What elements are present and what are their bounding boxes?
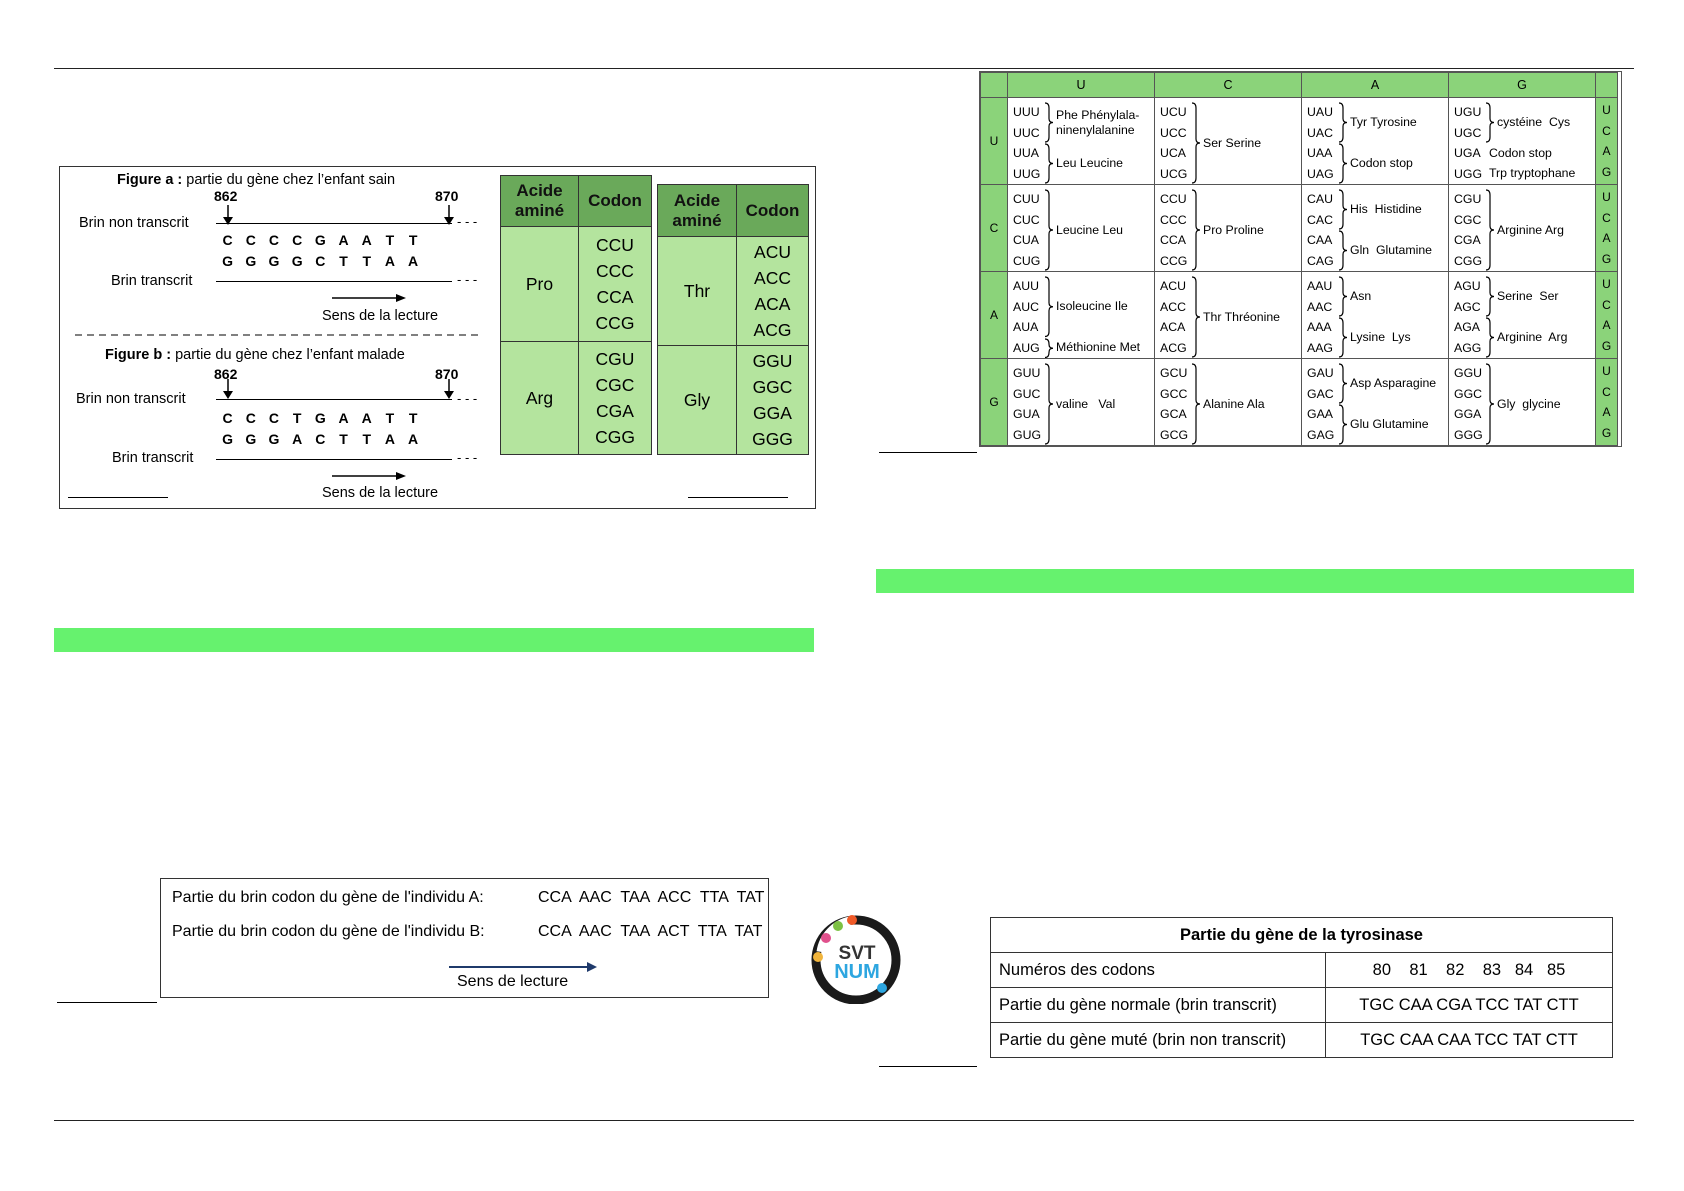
- codon-cell: [1008, 185, 1155, 272]
- top-rule: [54, 68, 1634, 69]
- nucleotide: A: [361, 232, 372, 248]
- codon: GAG: [1307, 427, 1335, 442]
- codon-cell: [1449, 359, 1596, 446]
- amino-acid-name: Pro Proline: [1203, 222, 1264, 237]
- codon: UAC: [1307, 125, 1333, 140]
- codon: UGG: [1454, 166, 1483, 181]
- nucleotide: T: [362, 253, 371, 269]
- third-base: A: [1602, 405, 1611, 419]
- gene-figure-box: [59, 166, 816, 509]
- nucleotide: C: [292, 232, 303, 248]
- reading-direction: Sens de lecture: [457, 973, 569, 990]
- codon-cell: [1449, 98, 1596, 185]
- first-base-label: G: [981, 359, 1008, 446]
- aa-name: Gly: [658, 346, 737, 455]
- codon: CCC: [1160, 212, 1187, 227]
- group-brace: [1485, 363, 1495, 448]
- codon-cell: [1155, 98, 1302, 185]
- aa-name: Pro: [501, 227, 579, 342]
- tyrosinase-table: [990, 917, 1613, 1058]
- amino-acid-name: Serine Ser: [1497, 289, 1559, 303]
- strand-line: [216, 399, 452, 400]
- codon: GGC: [752, 377, 793, 397]
- amino-acid-name: Isoleucine Ile: [1056, 299, 1128, 314]
- svg-text:SVT: SVT: [838, 943, 876, 964]
- third-base: G: [1601, 338, 1612, 353]
- genetic-code-table: [979, 71, 1622, 447]
- codon: GAA: [1307, 407, 1333, 421]
- nucleotide: C: [315, 431, 326, 447]
- nucleotide: G: [245, 253, 257, 269]
- normal-gene-label: Partie du gène normale (brin transcrit): [991, 988, 1326, 1023]
- first-base-label: C: [981, 185, 1008, 272]
- third-base-labels: [1596, 272, 1618, 359]
- codon-cell: [1008, 272, 1155, 359]
- section-bar-left: [54, 628, 814, 652]
- codon: GGG: [752, 429, 793, 449]
- mutated-gene-value: TGC CAA CAA TCC TAT CTT: [1326, 1023, 1613, 1058]
- nucleotide: A: [338, 232, 349, 248]
- nucleotide: C: [268, 410, 280, 426]
- codon: CUG: [1013, 253, 1041, 268]
- codon: ACG: [1160, 340, 1187, 355]
- codon-list: [579, 342, 652, 455]
- codon: GGC: [1454, 386, 1483, 401]
- codon-cell: [1155, 272, 1302, 359]
- third-base: C: [1602, 210, 1611, 225]
- codon: UCG: [1160, 166, 1188, 181]
- codon: UAA: [1307, 146, 1333, 160]
- amino-acid-name: Trp tryptophane: [1489, 166, 1576, 181]
- codon: CAG: [1307, 253, 1334, 268]
- figure-a-title: Figure a : partie du gène chez l’enfant sain: [117, 172, 396, 188]
- codon: UCC: [1160, 125, 1187, 140]
- sequence-b-non-transcribed: [216, 410, 425, 426]
- second-base-header: A: [1302, 73, 1449, 98]
- nucleotide: C: [268, 232, 280, 248]
- codon: CAC: [1307, 212, 1333, 227]
- group-brace: [1044, 363, 1054, 448]
- codon: ACA: [754, 294, 791, 314]
- nucleotide: G: [245, 431, 257, 447]
- codon: UGA: [1454, 146, 1481, 160]
- codon: GGA: [1454, 407, 1482, 421]
- codon-cell: [1155, 185, 1302, 272]
- reading-arrow-head: [587, 962, 597, 972]
- amino-acid-name: valine Val: [1056, 396, 1116, 411]
- non-transcribed-label-a: Brin non transcrit: [79, 215, 189, 231]
- amino-acid-name: Tyr Tyrosine: [1350, 115, 1417, 129]
- codon: ACU: [754, 242, 791, 262]
- aa-col-header: Acide aminé: [658, 185, 737, 237]
- codon: UCU: [1160, 105, 1187, 119]
- amino-acid-name: Leucine Leu: [1056, 222, 1124, 237]
- first-base-label: U: [981, 98, 1008, 185]
- strand-continuation: - - -: [457, 214, 478, 229]
- amino-acid-name: Leu Leucine: [1056, 156, 1124, 170]
- codon-list: [579, 227, 652, 342]
- codon: AAU: [1307, 279, 1333, 293]
- caption-line: [68, 497, 168, 498]
- amino-acid-name: Arginine Arg: [1497, 222, 1564, 237]
- amino-acid-name: Arginine Arg: [1497, 330, 1568, 344]
- third-base: A: [1602, 318, 1611, 332]
- individual-b-codons: CCA AAC TAA ACT TTA TAT: [538, 923, 763, 940]
- amino-acid-name: Gly glycine: [1497, 396, 1561, 411]
- codon: UUC: [1013, 125, 1040, 140]
- caption-line: [879, 1066, 977, 1067]
- corner-cell: [981, 73, 1008, 98]
- strand-continuation: - - -: [457, 391, 478, 406]
- amino-acid-name: His Histidine: [1350, 202, 1422, 216]
- non-transcribed-label-b: Brin non transcrit: [76, 391, 186, 407]
- codon: ACC: [1160, 299, 1186, 314]
- nucleotide: C: [222, 232, 233, 248]
- sequence-b-transcribed: [216, 431, 425, 447]
- group-brace: [1191, 363, 1201, 448]
- nucleotide: A: [338, 410, 349, 426]
- amino-acid-name: Méthionine Met: [1056, 340, 1141, 355]
- codon: CAA: [1307, 233, 1333, 247]
- third-base: G: [1601, 164, 1612, 179]
- second-base-header: U: [1008, 73, 1155, 98]
- amino-acid-name: Ser Serine: [1203, 135, 1262, 150]
- codon: GCG: [1160, 427, 1189, 442]
- nucleotide: C: [222, 410, 233, 426]
- nucleotide: G: [314, 232, 326, 248]
- codon: UAU: [1307, 105, 1333, 119]
- third-base: C: [1602, 123, 1611, 138]
- caption-line: [688, 497, 788, 498]
- group-brace: [1338, 102, 1348, 146]
- codon-cell: [1302, 185, 1449, 272]
- codon-cell: [1449, 185, 1596, 272]
- codon: CCC: [596, 261, 634, 281]
- transcribed-label-b: Brin transcrit: [112, 450, 194, 466]
- codon: CGA: [1454, 233, 1481, 247]
- nucleotide: A: [384, 431, 395, 447]
- group-brace: [1044, 189, 1054, 274]
- reading-direction-a: Sens de la lecture: [322, 308, 439, 324]
- nucleotide: G: [268, 431, 280, 447]
- codon: CGG: [595, 427, 635, 447]
- second-base-header: C: [1155, 73, 1302, 98]
- codon-cell: [1155, 359, 1302, 446]
- codon: GGA: [753, 403, 792, 423]
- nucleotide: C: [245, 410, 256, 426]
- codon: AUC: [1013, 299, 1039, 314]
- third-base-labels: [1596, 359, 1618, 446]
- figure-b-title: Figure b : partie du gène chez l’enfant malade: [105, 347, 405, 363]
- second-base-header: G: [1449, 73, 1596, 98]
- sequence-a-non-transcribed: [216, 232, 425, 248]
- nucleotide: T: [292, 410, 302, 426]
- nucleotide: T: [408, 410, 418, 426]
- sequence-a-transcribed: [216, 253, 425, 269]
- amino-acid-table-1: [500, 175, 652, 455]
- codon: GUG: [1013, 427, 1042, 442]
- codon: UAG: [1307, 166, 1334, 181]
- codon: GCA: [1160, 407, 1187, 421]
- codon: CGG: [1454, 253, 1483, 268]
- codon-cell: [1302, 359, 1449, 446]
- codon: GCC: [1160, 386, 1188, 401]
- third-base: G: [1601, 251, 1612, 266]
- codon: GGU: [1454, 366, 1483, 380]
- group-brace: [1338, 276, 1348, 320]
- nucleotide: A: [408, 253, 419, 269]
- codon: CCG: [595, 313, 635, 333]
- group-brace: [1485, 317, 1495, 361]
- group-brace: [1485, 189, 1495, 274]
- codon: GAU: [1307, 366, 1334, 380]
- individuals-box: [160, 878, 769, 998]
- nucleotide: C: [315, 253, 326, 269]
- codon-cell: [1302, 98, 1449, 185]
- bottom-rule: [54, 1120, 1634, 1121]
- codon: UGC: [1454, 125, 1482, 140]
- strand-continuation: - - -: [457, 272, 478, 287]
- normal-gene-value: TGC CAA CGA TCC TAT CTT: [1326, 988, 1613, 1023]
- third-base: U: [1602, 364, 1611, 378]
- nucleotide: A: [292, 431, 303, 447]
- nucleotide: A: [361, 410, 372, 426]
- nucleotide: C: [245, 232, 256, 248]
- codon: UUU: [1013, 105, 1040, 119]
- nucleotide: A: [408, 431, 419, 447]
- strand-continuation: - - -: [457, 450, 478, 465]
- amino-acid-name: Lysine Lys: [1350, 330, 1411, 344]
- codon: AAG: [1307, 340, 1333, 355]
- codon: GGU: [752, 351, 793, 371]
- codon: CGA: [596, 401, 634, 421]
- codon: ACA: [1160, 320, 1186, 334]
- codon-list: [737, 346, 809, 455]
- third-base: C: [1602, 384, 1611, 399]
- codon: GGG: [1454, 427, 1483, 442]
- nucleotide: G: [222, 253, 234, 269]
- nucleotide: T: [362, 431, 371, 447]
- codon-cell: [1302, 272, 1449, 359]
- codon: AAA: [1307, 320, 1332, 334]
- codon: CCA: [1160, 233, 1186, 247]
- codon: ACU: [1160, 279, 1186, 293]
- group-brace: [1338, 317, 1348, 361]
- codon: UUA: [1013, 146, 1039, 160]
- nucleotide: G: [291, 253, 303, 269]
- codon: CGU: [1454, 192, 1482, 206]
- group-brace: [1191, 189, 1201, 274]
- third-base-labels: [1596, 98, 1618, 185]
- codon: AUG: [1013, 340, 1040, 355]
- group-brace: [1338, 404, 1348, 448]
- amino-acid-name: cystéine Cys: [1497, 115, 1571, 129]
- codon: AUA: [1013, 320, 1039, 334]
- section-bar-right: [876, 569, 1634, 593]
- nucleotide: A: [384, 253, 395, 269]
- amino-acid-table-2: [657, 184, 809, 455]
- individual-a-codons: CCA AAC TAA ACC TTA TAT: [538, 889, 765, 906]
- codon: CCG: [1160, 253, 1188, 268]
- mutated-gene-label: Partie du gène muté (brin non transcrit): [991, 1023, 1326, 1058]
- codon: AUU: [1013, 279, 1039, 293]
- third-base: A: [1602, 231, 1611, 245]
- codon: UGU: [1454, 105, 1482, 119]
- codon: CGC: [595, 375, 635, 395]
- aa-name: Thr: [658, 237, 737, 346]
- codon: AGC: [1454, 299, 1481, 314]
- codon: AGU: [1454, 279, 1481, 293]
- svtnum-logo: [810, 912, 902, 1004]
- amino-acid-name: Thr Thréonine: [1203, 309, 1281, 324]
- codon: UCA: [1160, 146, 1186, 160]
- codon: CUC: [1013, 212, 1040, 227]
- transcribed-label-a: Brin transcrit: [111, 273, 193, 289]
- aa-name: Arg: [501, 342, 579, 455]
- group-brace: [1191, 102, 1201, 187]
- codon-cell: [1008, 98, 1155, 185]
- codon: ACC: [754, 268, 791, 288]
- amino-acid-name: Codon stop: [1489, 145, 1552, 160]
- pos-end-a: 870: [435, 188, 459, 204]
- svg-text:NUM: NUM: [834, 961, 880, 983]
- pos-start-b: 862: [214, 366, 238, 382]
- first-base-label: A: [981, 272, 1008, 359]
- nucleotide: G: [268, 253, 280, 269]
- group-brace: [1338, 363, 1348, 407]
- amino-acid-name: Alanine Ala: [1203, 396, 1265, 411]
- nucleotide: T: [408, 232, 418, 248]
- amino-acid-name: Glu Glutamine: [1350, 417, 1429, 431]
- codon-list: [737, 237, 809, 346]
- codon: GUU: [1013, 366, 1041, 380]
- group-brace: [1485, 102, 1495, 146]
- codon: ACG: [753, 320, 792, 340]
- codon: UUG: [1013, 166, 1041, 181]
- third-base: C: [1602, 297, 1611, 312]
- corner-cell: [1596, 73, 1618, 98]
- codon: CAU: [1307, 192, 1333, 206]
- group-brace: [1044, 338, 1054, 362]
- nucleotide: G: [222, 431, 234, 447]
- group-brace: [1044, 276, 1054, 341]
- amino-acid-name: Gln Glutamine: [1350, 243, 1433, 257]
- group-brace: [1338, 143, 1348, 187]
- pos-start-a: 862: [214, 188, 238, 204]
- codon: CGC: [1454, 212, 1482, 227]
- codon: GUA: [1013, 407, 1040, 421]
- codon: CUU: [1013, 192, 1040, 206]
- group-brace: [1338, 230, 1348, 274]
- group-brace: [1044, 143, 1054, 187]
- third-base: A: [1602, 144, 1611, 158]
- amino-acid-name: Asn: [1350, 289, 1372, 303]
- codon: AGA: [1454, 320, 1480, 334]
- codon: CGU: [595, 349, 635, 369]
- amino-acid-name: Asp Asparagine: [1350, 376, 1437, 390]
- reading-direction-b: Sens de la lecture: [322, 485, 439, 501]
- pos-end-b: 870: [435, 366, 459, 382]
- codon-cell: [1449, 272, 1596, 359]
- codon-col-header: Codon: [737, 185, 809, 237]
- third-base: U: [1602, 190, 1611, 204]
- strand-line: [216, 281, 452, 282]
- amino-acid-name: Codon stop: [1350, 156, 1413, 170]
- individual-a-label: Partie du brin codon du gène de l'individu A:: [172, 889, 484, 906]
- codon: GCU: [1160, 366, 1188, 380]
- aa-col-header: Acide aminé: [501, 176, 579, 227]
- codon: CUA: [1013, 233, 1039, 247]
- codon-col-header: Codon: [579, 176, 652, 227]
- group-brace: [1338, 189, 1348, 233]
- third-base: U: [1602, 277, 1611, 291]
- reading-arrow: [449, 966, 589, 968]
- codon-numbers-value: 80 81 82 83 84 85: [1326, 953, 1613, 988]
- third-base: G: [1601, 425, 1612, 440]
- individual-b-label: Partie du brin codon du gène de l'individu B:: [172, 923, 485, 940]
- nucleotide: T: [385, 410, 395, 426]
- nucleotide: G: [314, 410, 326, 426]
- third-base-labels: [1596, 185, 1618, 272]
- strand-line: [216, 459, 452, 460]
- tyrosinase-title: Partie du gène de la tyrosinase: [991, 918, 1613, 953]
- codon: AAC: [1307, 299, 1333, 314]
- codon: GAC: [1307, 386, 1334, 401]
- nucleotide: T: [385, 232, 395, 248]
- group-brace: [1485, 276, 1495, 320]
- third-base: U: [1602, 103, 1611, 117]
- amino-acid-name: Phe Phénylala- ninenylalanine: [1056, 107, 1140, 137]
- codon: CCU: [596, 235, 634, 255]
- strand-line: [216, 223, 452, 224]
- nucleotide: T: [339, 253, 348, 269]
- group-brace: [1191, 276, 1201, 361]
- codon: CCA: [596, 287, 634, 307]
- codon: GUC: [1013, 386, 1041, 401]
- caption-line: [879, 452, 977, 453]
- codon: CCU: [1160, 192, 1187, 206]
- nucleotide: T: [339, 431, 348, 447]
- genetic-code-grid: [980, 72, 1618, 446]
- codon: AGG: [1454, 340, 1482, 355]
- caption-line: [57, 1002, 157, 1003]
- group-brace: [1044, 102, 1054, 146]
- codon-numbers-label: Numéros des codons: [991, 953, 1326, 988]
- codon-cell: [1008, 359, 1155, 446]
